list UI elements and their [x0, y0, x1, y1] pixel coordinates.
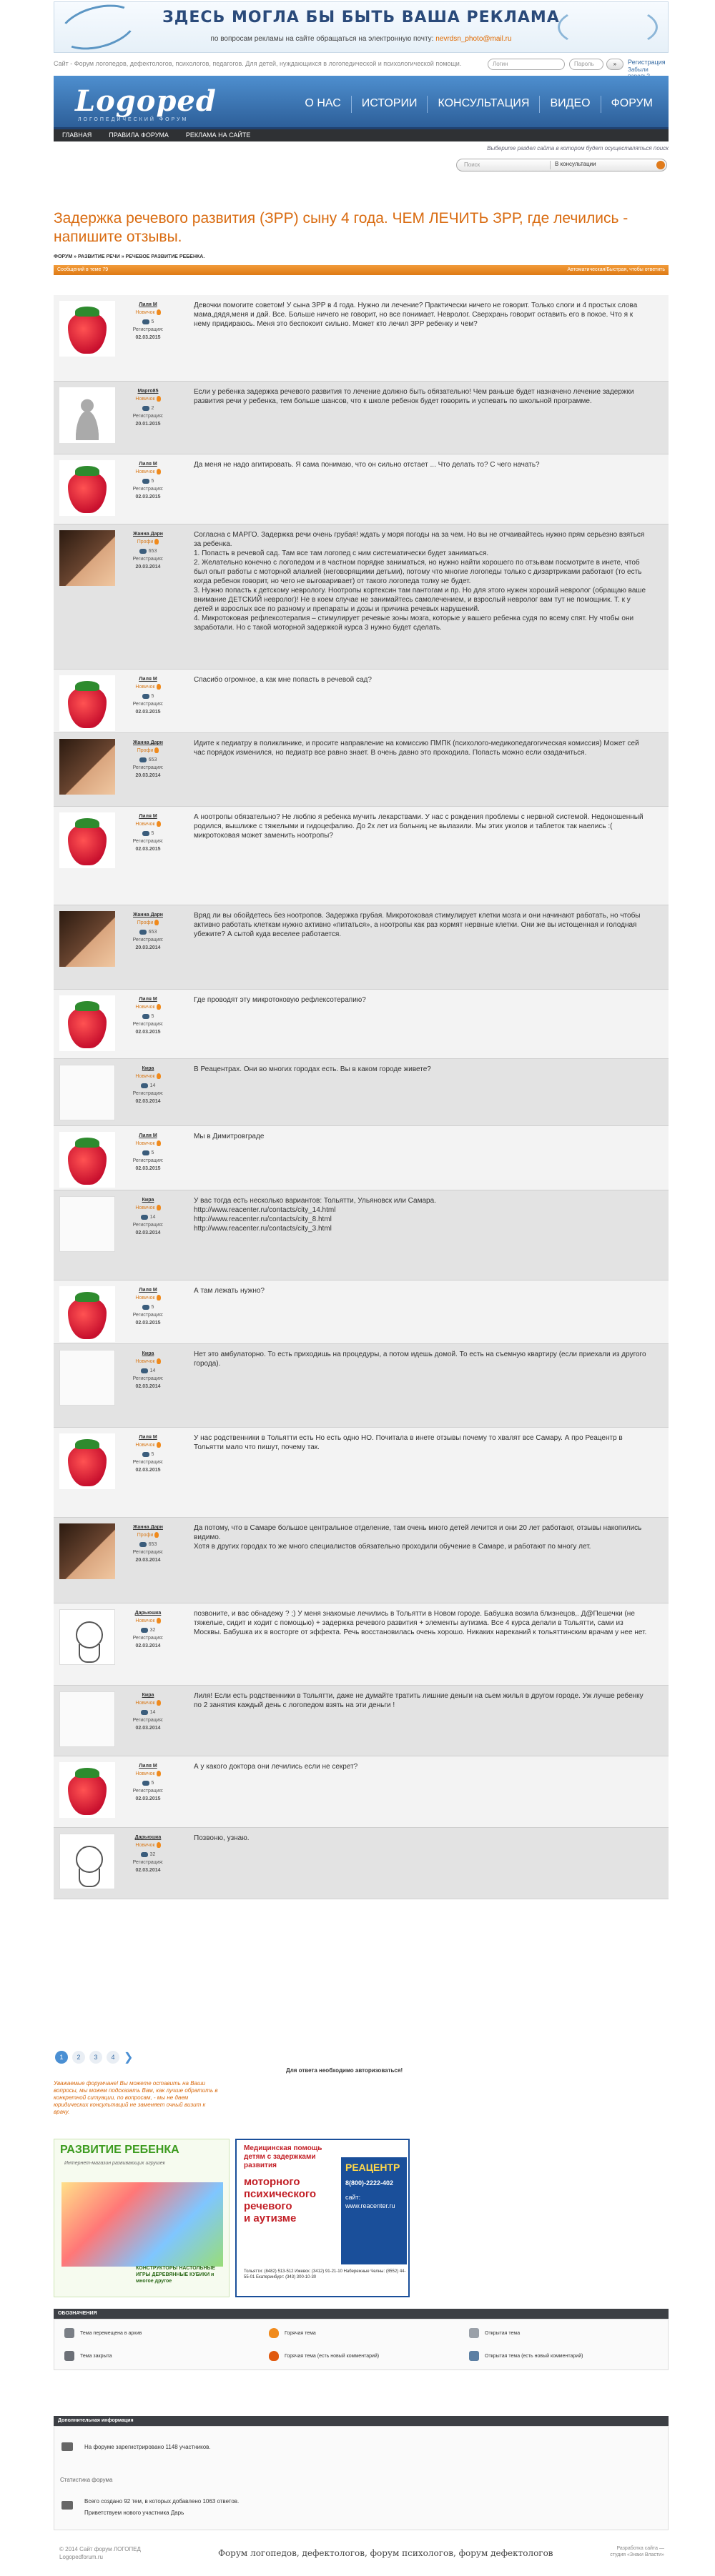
search-go-icon[interactable]: [656, 161, 665, 169]
page-title: Задержка речевого развития (ЗРР) сыну 4 года. ЧЕМ ЛЕЧИТЬ ЗРР, где лечились - напишите отзывы.: [54, 210, 628, 245]
user-rank: Новичок: [119, 309, 177, 317]
legend-item: Горячая тема: [269, 2328, 316, 2338]
user-rank: Профи: [119, 1531, 177, 1539]
message-bubble-icon: [139, 549, 147, 554]
forum-post: [54, 1280, 669, 1344]
user-avatar[interactable]: [59, 1196, 115, 1252]
rank-flame-icon: [157, 1140, 161, 1146]
developer-credit[interactable]: Разработка сайта — студия «Знаки Власти»: [610, 2546, 664, 2557]
toys-image: [61, 2182, 223, 2267]
registration-date: 02.03.2015: [135, 1166, 161, 1171]
username-link[interactable]: Лиля М: [139, 1133, 157, 1138]
rank-flame-icon: [154, 920, 159, 925]
message-bubble-icon: [142, 1305, 149, 1310]
forum-post: [54, 1603, 669, 1686]
user-avatar[interactable]: [59, 1065, 115, 1120]
ad-toys-subtitle: Интернет-магазин развивающих игрушек: [64, 2161, 165, 2166]
post-text: позвоните, и вас обнадежу ? ;) У меня знакомые лечились в Тольятти в Новом городе. Бабушка возила близнецов,. Д@Пешечки (не тяжелые, сидит и ходит с помощью) + задержка речевого развития + элементы аутизма. Все 4 курса делали в Тольятти, сами из Москвы. Бабушка их в восторге от эффекта. Речь восстановилась очень хорошо. Никаких нареканий к тольяттинским врачам у нее нет.: [194, 1610, 647, 1636]
user-avatar[interactable]: [59, 301, 115, 357]
registration-date: 02.03.2014: [135, 1868, 161, 1873]
forum-stats: [54, 2426, 669, 2530]
post-author-info: [119, 1196, 177, 1237]
post-author-info: [119, 1286, 177, 1327]
message-bubble-icon: [141, 1628, 148, 1633]
chat-icon: [469, 2328, 479, 2338]
username-link[interactable]: Жанна Дарн: [133, 912, 163, 917]
nav-stories[interactable]: ИСТОРИИ: [361, 97, 418, 109]
subnav-rules[interactable]: ПРАВИЛА ФОРУМА: [109, 131, 169, 139]
post-author-info: [119, 1609, 177, 1650]
post-text: Девочки помогите советом! У сына ЗРР в 4 года. Нужно ли лечение? Практически ничего не говорит. Только слоги и 4 простых слова мама,дядя,меня и дай. Все. Больше ничего не говорит, но все понимает. Невролог. Сверхрань говорит оставить его в покое. Что я к нему придираюсь. Меня это беспокоит сильно. Может кто лечил ЗРР ребенку и чем?: [194, 302, 638, 328]
rank-flame-icon: [157, 1004, 161, 1010]
nav-consultation[interactable]: КОНСУЛЬТАЦИЯ: [438, 97, 530, 109]
message-count: 32: [141, 1851, 156, 1859]
user-avatar[interactable]: [59, 1286, 115, 1342]
user-avatar[interactable]: [59, 1762, 115, 1818]
username-link[interactable]: Лиля М: [139, 462, 157, 467]
username-link[interactable]: Кира: [142, 1351, 154, 1356]
message-count: 5: [142, 692, 154, 700]
site-header: [54, 76, 669, 129]
post-author-info: [119, 1065, 177, 1105]
rank-flame-icon: [154, 747, 159, 753]
registration-date: 20.03.2014: [135, 565, 161, 570]
registration-date: 02.03.2015: [135, 847, 161, 852]
user-avatar[interactable]: [59, 1433, 115, 1489]
post-text: Позвоню, узнаю.: [194, 1834, 250, 1842]
registration-label: Регистрация:: [132, 1091, 164, 1096]
message-count: 32: [141, 1626, 156, 1634]
nav-video[interactable]: ВИДЕО: [550, 97, 591, 109]
forum-post: [54, 1344, 669, 1428]
forum-post: [54, 807, 669, 905]
reacenter-site: сайт: www.reacenter.ru: [345, 2194, 395, 2209]
username-link[interactable]: Лиля М: [139, 997, 157, 1002]
registration-label: Регистрация:: [132, 1860, 164, 1865]
message-count: 653: [139, 547, 157, 555]
user-avatar[interactable]: [59, 1834, 115, 1889]
registration-label: Регистрация:: [132, 1636, 164, 1641]
stats-title: Дополнительная информация: [54, 2416, 669, 2426]
forum-post: [54, 524, 669, 670]
registration-date: 02.03.2014: [135, 1099, 161, 1104]
username-link[interactable]: Лиля М: [139, 677, 157, 682]
rank-flame-icon: [157, 396, 161, 402]
forum-post: [54, 990, 669, 1059]
username-link[interactable]: Жанна Дарн: [133, 740, 163, 745]
registration-label: Регистрация:: [132, 1376, 164, 1381]
registration-date: 20.03.2014: [135, 1558, 161, 1563]
user-rank: Новичок: [119, 1003, 177, 1011]
forum-post: [54, 1059, 669, 1126]
user-rank: Новичок: [119, 820, 177, 828]
message-count: 5: [142, 1149, 154, 1157]
forum-post: [54, 733, 669, 807]
post-author-info: [119, 1433, 177, 1474]
breadcrumb[interactable]: ФОРУМ » РАЗВИТИЕ РЕЧИ » РЕЧЕВОЕ РАЗВИТИЕ РЕБЕНКА.: [54, 254, 205, 259]
user-rank: Профи: [119, 919, 177, 927]
user-rank: Новичок: [119, 395, 177, 403]
legend: [54, 2319, 669, 2370]
username-link[interactable]: Кира: [142, 1693, 154, 1698]
reacenter-logo: РЕАЦЕНТР: [345, 2162, 400, 2173]
message-count: 5: [142, 1451, 154, 1458]
user-avatar[interactable]: [59, 1523, 115, 1579]
registration-date: 02.03.2014: [135, 1726, 161, 1731]
legend-item: Тема закрыта: [64, 2351, 112, 2361]
post-text: Где проводят эту микротоковую рефлексотерапию?: [194, 996, 366, 1004]
chat-new-icon: [469, 2351, 479, 2361]
user-rank: Новичок: [119, 1441, 177, 1449]
quick-reply-link[interactable]: Автоматическая/Быстрая, чтобы ответить: [567, 267, 665, 272]
post-author-info: [119, 1523, 177, 1564]
post-author-info: [119, 387, 177, 428]
nav-about[interactable]: О НАС: [305, 97, 341, 109]
registration-label: Регистрация:: [132, 327, 164, 332]
subnav-home[interactable]: ГЛАВНАЯ: [62, 131, 92, 139]
username-link[interactable]: Жанна Дарн: [133, 1525, 163, 1530]
registration-label: Регистрация:: [132, 1789, 164, 1794]
message-count: 14: [141, 1709, 156, 1716]
login-input[interactable]: Логин: [488, 59, 565, 70]
registration-label: Регистрация:: [132, 1158, 164, 1163]
registration-date: 02.03.2015: [135, 494, 161, 499]
username-link[interactable]: Лиля М: [139, 1435, 157, 1440]
forum-post: [54, 670, 669, 733]
forum-post: [54, 1756, 669, 1828]
message-bubble-icon: [142, 406, 149, 411]
rank-flame-icon: [157, 684, 161, 690]
ad-reacenter-list: моторного психического речевого и аутизме: [244, 2176, 317, 2224]
user-avatar[interactable]: [59, 530, 115, 586]
user-rank: Новичок: [119, 1770, 177, 1778]
forum-post: [54, 382, 669, 454]
username-link[interactable]: Кира: [142, 1198, 154, 1203]
ad-reacenter-contacts: Тольятти: (8482) 513-512 Ижевск: (3412) 91-21-10 Набережные Челны: (8552) 44-55-01 Екатеринбург: (343) 300-10-30: [244, 2269, 406, 2279]
pagination: [55, 2050, 133, 2064]
post-author-info: [119, 301, 177, 342]
legend-item: Открытая тема: [469, 2328, 520, 2338]
password-input[interactable]: Пароль: [569, 59, 603, 70]
forum-post: [54, 454, 669, 524]
legend-item: Открытая тема (есть новый комментарий): [469, 2351, 583, 2361]
ad-reacenter-title: Медицинская помощь детям с задержками развития: [244, 2144, 322, 2169]
user-rank: Новичок: [119, 1358, 177, 1366]
fire-new-icon: [269, 2351, 279, 2361]
message-bubble-icon: [142, 479, 149, 484]
message-bubble-icon: [142, 1781, 149, 1786]
message-count: 5: [142, 1303, 154, 1311]
legend-item: Тема перемещена в архив: [64, 2328, 142, 2338]
post-author-info: [119, 460, 177, 501]
message-bubble-icon: [142, 1150, 149, 1155]
registration-date: 02.03.2015: [135, 1321, 161, 1326]
post-text: А там лежать нужно?: [194, 1287, 265, 1295]
banner-title: ЗДЕСЬ МОГЛА БЫ БЫТЬ ВАША РЕКЛАМА: [162, 9, 560, 26]
registration-label: Регистрация:: [132, 938, 164, 943]
user-rank: Новичок: [119, 683, 177, 691]
forum-post: [54, 1428, 669, 1518]
search-hint: Выберите раздел сайта в котором будет осуществляться поиск: [487, 145, 669, 151]
user-avatar[interactable]: [59, 1350, 115, 1406]
rank-flame-icon: [157, 1842, 161, 1848]
username-link[interactable]: Кира: [142, 1066, 154, 1071]
registration-date: 20.03.2014: [135, 773, 161, 778]
post-author-info: [119, 1350, 177, 1391]
post-text: В Реацентрах. Они во многих городах есть. Вы в каком городе живете?: [194, 1065, 431, 1073]
footer-links[interactable]: Форум логопедов, дефектологов, форум психологов, форум дефектологов: [218, 2548, 553, 2558]
user-avatar[interactable]: [59, 1609, 115, 1665]
post-text: Нет это амбулаторно. То есть приходишь на процедуры, а потом идешь домой. То есть на съемную квартиру (если приехали из другого города).: [194, 1351, 646, 1368]
forum-post: [54, 1126, 669, 1190]
lock-icon: [64, 2351, 74, 2361]
page-4[interactable]: 4: [107, 2051, 119, 2064]
subnav-ads[interactable]: РЕКЛАМА НА САЙТЕ: [185, 131, 251, 139]
forum-post: [54, 1190, 669, 1280]
post-text: Если у ребенка задержка речевого развития то лечение должно быть обязательно! Чем раньше будет назначено лечение задержки развития речи у ребенка, тем больше шансов, что к школе ребенок будет говорить и успевать по школьной программе.: [194, 388, 634, 405]
rank-flame-icon: [157, 1442, 161, 1448]
forum-post: [54, 295, 669, 382]
page-3[interactable]: 3: [89, 2051, 102, 2064]
forgot-password-link[interactable]: Забыли: [628, 66, 649, 73]
rank-flame-icon: [157, 1700, 161, 1706]
message-bubble-icon: [139, 930, 147, 935]
rank-flame-icon: [157, 1295, 161, 1301]
post-text: Лиля! Если есть родственники в Тольятти, даже не думайте тратить лишние деньги на сьем жилья в другом городе. Уж лучше ребенку по 2 занятия каждый день с логопедом взять на эти деньги !: [194, 1692, 644, 1709]
search-bar: [456, 159, 667, 171]
user-rank: Новичок: [119, 468, 177, 476]
username-link[interactable]: Жанна Дарн: [133, 532, 163, 537]
user-avatar[interactable]: [59, 812, 115, 868]
message-count: 5: [142, 1779, 154, 1787]
forum-post: [54, 1828, 669, 1899]
message-bubble-icon: [141, 1083, 148, 1088]
message-count: 653: [139, 1541, 157, 1548]
rank-flame-icon: [154, 539, 159, 544]
ad-toys-text: КОНСТРУКТОРЫ НАСТОЛЬНЫЕ ИГРЫ ДЕРЕВЯННЫЕ КУБИКИ и многое другое: [136, 2266, 216, 2284]
user-avatar[interactable]: [59, 911, 115, 967]
username-link[interactable]: Лиля М: [139, 814, 157, 819]
forum-post: [54, 1686, 669, 1756]
registration-label: Регистрация:: [132, 765, 164, 770]
registration-label: Регистрация:: [132, 702, 164, 707]
rank-flame-icon: [157, 1618, 161, 1623]
user-avatar[interactable]: [59, 739, 115, 795]
message-count: 653: [139, 928, 157, 936]
message-bubble-icon: [142, 1452, 149, 1457]
banner-subtitle: по вопросам рекламы на сайте обращаться на электронную почту: nevrdsn_photo@mail.ru: [210, 35, 512, 43]
rank-flame-icon: [157, 1358, 161, 1364]
registration-label: Регистрация:: [132, 839, 164, 844]
user-rank: Новичок: [119, 1073, 177, 1080]
registration-label: Регистрация:: [132, 1550, 164, 1555]
ad-toys[interactable]: [54, 2139, 230, 2297]
banner-email[interactable]: nevrdsn_photo@mail.ru: [435, 35, 512, 43]
register-link[interactable]: Регистрация: [628, 59, 666, 66]
username-link[interactable]: Дарьюшка: [134, 1611, 162, 1616]
registration-label: Регистрация:: [132, 1223, 164, 1228]
user-rank: Профи: [119, 747, 177, 755]
sub-nav: [54, 129, 669, 141]
user-rank: Новичок: [119, 1617, 177, 1625]
post-text: Да потому, что в Самаре большое центральное отделение, там очень много детей лечится и они 20 лет работают, отзывы накопились видимо. Хотя в других городах то же много специалистов обязательно проходили обучение в Самаре, и работают по многу лет.: [194, 1524, 642, 1551]
main-nav: [295, 96, 663, 113]
message-bubble-icon: [141, 1710, 148, 1715]
ad-reacenter[interactable]: [235, 2139, 410, 2297]
post-text: У вас тогда есть несколько вариантов: Тольятти, Ульяновск или Самара. http://www.reacenter.ru/contacts/city_14.html http://www.reacenter.ru/contacts/city_8.html http://www.reacenter.ru/contacts/city_3.html: [194, 1197, 436, 1233]
post-author-info: [119, 1132, 177, 1173]
user-avatar[interactable]: [59, 675, 115, 731]
registered-count: На форуме зарегистрировано 1148 участников.: [84, 2444, 211, 2450]
registration-date: 02.03.2015: [135, 1796, 161, 1801]
message-count: 14: [141, 1213, 156, 1221]
rank-flame-icon: [157, 1073, 161, 1079]
search-input[interactable]: Поиск: [464, 161, 480, 168]
user-avatar[interactable]: [59, 460, 115, 516]
message-count: 5: [142, 318, 154, 326]
registration-label: Регистрация:: [132, 1460, 164, 1465]
post-author-info: [119, 530, 177, 571]
message-bubble-icon: [142, 694, 149, 699]
message-count: 5: [142, 477, 154, 485]
footer: [54, 2544, 669, 2572]
ad-reacenter-box: [341, 2157, 407, 2264]
registration-date: 20.03.2014: [135, 945, 161, 950]
registration-date: 02.03.2015: [135, 710, 161, 715]
archive-icon: [64, 2328, 74, 2338]
user-rank: Новичок: [119, 1699, 177, 1707]
forum-notice: Уважаемые форумчане! Вы можете оставить на Ваши вопросы, мы можем подсказать Вам, как лучше обратить в конкретной ситуации, по вопросам, - мы не даем юридических консультаций не заменяет очный визит к врачу.: [54, 2080, 218, 2115]
legend-item: Горячая тема (есть новый комментарий): [269, 2351, 379, 2361]
post-text: Мы в Димитровграде: [194, 1133, 265, 1140]
site-description: Сайт - Форум логопедов, дефектологов, психологов, педагогов. Для детей, нуждающихся в логопедической и психологической помощи.: [54, 60, 462, 67]
logo-tagline: ЛОГОПЕДИЧЕСКИЙ ФОРУМ: [78, 117, 189, 122]
post-text: Спасибо огромное, а как мне попасть в речевой сад?: [194, 676, 372, 684]
registration-date: 02.03.2015: [135, 1030, 161, 1035]
registration-date: 02.03.2015: [135, 1468, 161, 1473]
post-text: Вряд ли вы обойдетесь без ноотропов. Задержка грубая. Микротоковая стимулирует клетки мозга и они начинают работать, но чтобы активно работать клеткам нужно активно «питаться», а ноотропы как раз кормят нервные клетки. Они же вы истощенная и голодная убежите? А сытой куда веселее работается.: [194, 912, 641, 938]
post-text: Да меня не надо агитировать. Я сама понимаю, что он сильно отстает ... Что делать то? С чего начать?: [194, 461, 540, 469]
username-link[interactable]: Лиля М: [139, 1288, 157, 1293]
registration-label: Регистрация:: [132, 557, 164, 562]
registration-label: Регистрация:: [132, 414, 164, 419]
message-bubble-icon: [141, 1852, 148, 1857]
post-author-info: [119, 1691, 177, 1732]
post-author-info: [119, 739, 177, 780]
post-author-info: [119, 1834, 177, 1874]
user-rank: Новичок: [119, 1294, 177, 1302]
fire-icon: [269, 2328, 279, 2338]
post-text: Идите к педиатру в поликлинике, и просите направление на комиссию ПМПК (психолого-медикопедагогическая комиссия) Может сей час порядок изменился, но педиатр все равно знает. В очень давно это проходила. Попасть можно если озадачиться.: [194, 740, 639, 757]
message-bubble-icon: [139, 1542, 147, 1547]
legend-title: ОБОЗНАЧЕНИЯ: [54, 2309, 669, 2319]
auth-required-notice: Для ответа необходимо авторизоваться!: [286, 2067, 403, 2074]
rank-flame-icon: [157, 1205, 161, 1210]
post-text: У нас родственники в Тольятти есть Но есть одно НО. Почитала в инете отзывы почему то хвалят все Самару. А про Реацентр в Тольятти мало что пишут, почему так.: [194, 1434, 623, 1451]
message-bubble-icon: [142, 831, 149, 836]
thread-header-bar: [54, 265, 669, 275]
message-count: 5: [142, 830, 154, 837]
ad-toys-title: РАЗВИТИЕ РЕБЕНКА: [60, 2144, 179, 2156]
user-rank: Новичок: [119, 1204, 177, 1212]
registration-label: Регистрация:: [132, 1313, 164, 1318]
topics-count: Всего создано 92 тем, в которых добавлено 1063 ответов.: [84, 2498, 240, 2505]
user-rank: Новичок: [119, 1140, 177, 1148]
registration-date: 02.03.2014: [135, 1230, 161, 1235]
nav-forum[interactable]: ФОРУМ: [611, 97, 653, 109]
search-scope-select[interactable]: В консультации: [550, 161, 643, 169]
post-text: Согласна с МАРГО. Задержка речи очень грубая! ждать у моря погоды на за чем. Но вы не отчаивайтесь нужно прям серьезно взяться за ребенка. 1. Попасть в речевой сад. Там все там логопед с ним систематически будет заниматься. 2. Желательно конечно с логопедом и в частном порядке заниматься, но нужно найти хорошего по отзывам посмотрите в инете, чтоб был опыт работы с моторной алалией (неговорящими детьми), потому что многие логопеды только с дизартриками работают (то есть когда ребенок говорит, но чего не выговаривает) от такого логопеда толку не будет. 3. Нужно попасть к детскому неврологу. Ноотропы кортексин там пантогам и пр. Но для этого нужен хороший невролог (обращаю ваше внимание ДЕТСКИЙ невролог)! Не в коем случае не занимайтесь самолечением, и взрослый невролог вам тут не помощник. Т. к у детей и взрослых все по разному и препараты и дозы и причина речевых нарушений. 4. Микротоковая рефлексотерапия – стимулирует речевые зоны мозга, которые у вашего ребенка судя по всему спят. Ну чтобы они заработали. Но с такой моторной задержкой курса 3 нужно будет сделать.: [194, 531, 646, 632]
username-link[interactable]: Дарьюшка: [134, 1835, 162, 1840]
post-text: А у какого доктора они лечились если не секрет?: [194, 1763, 358, 1771]
registration-label: Регистрация:: [132, 1022, 164, 1027]
message-count: 653: [139, 756, 157, 764]
rank-flame-icon: [157, 1771, 161, 1776]
user-avatar[interactable]: [59, 995, 115, 1051]
post-author-info: [119, 911, 177, 952]
message-count: 5: [142, 1013, 154, 1020]
message-count: 14: [141, 1367, 156, 1375]
rank-flame-icon: [157, 821, 161, 827]
post-author-info: [119, 995, 177, 1036]
registration-date: 20.01.2015: [135, 422, 161, 427]
user-avatar[interactable]: [59, 1691, 115, 1747]
message-bubble-icon: [142, 1014, 149, 1019]
user-avatar[interactable]: [59, 1132, 115, 1188]
message-bubble-icon: [141, 1215, 148, 1220]
user-rank: Профи: [119, 538, 177, 546]
registration-date: 02.03.2015: [135, 335, 161, 340]
login-go-button[interactable]: »: [606, 59, 623, 70]
login-form: [488, 59, 669, 73]
username-link[interactable]: Лиля М: [139, 302, 157, 307]
registration-date: 02.03.2014: [135, 1643, 161, 1648]
rank-flame-icon: [157, 469, 161, 474]
username-link[interactable]: Марго85: [137, 389, 159, 394]
reacenter-phone: 8(800)-2222-402: [345, 2179, 394, 2187]
post-count-label: Сообщений в теме 79: [57, 267, 109, 272]
message-bubble-icon: [142, 319, 149, 324]
message-count: 14: [141, 1082, 156, 1090]
next-page-icon[interactable]: ❯: [124, 2052, 134, 2064]
stats-subtitle: Статистика форума: [60, 2477, 113, 2483]
user-avatar[interactable]: [59, 387, 115, 443]
page-2[interactable]: 2: [72, 2051, 85, 2064]
copyright: © 2014 Сайт форум ЛОГОПЕД Logopedforum.ru: [59, 2546, 141, 2560]
page-1[interactable]: 1: [55, 2051, 68, 2064]
forum-post: [54, 905, 669, 990]
registration-label: Регистрация:: [132, 1718, 164, 1723]
rank-flame-icon: [154, 1532, 159, 1538]
message-bubble-icon: [141, 1368, 148, 1373]
post-author-info: [119, 812, 177, 853]
message-count: 2: [142, 404, 154, 412]
registration-date: 02.03.2014: [135, 1384, 161, 1389]
post-author-info: [119, 675, 177, 716]
rank-flame-icon: [157, 309, 161, 315]
forum-post: [54, 1518, 669, 1603]
message-bubble-icon: [139, 757, 147, 762]
newest-member: Приветствуем нового участника Дарь: [84, 2510, 184, 2516]
user-rank: Новичок: [119, 1841, 177, 1849]
post-text: А ноотропы обязательно? Не люблю я ребенка мучить лекарствами. У нас с рождения проблемы с нервной системой. Недоношенный родился, вышлиже с тяжелыми и гидоцефалию. До 2х лет из больниц не вылазили. Мы этих уколов и таблеток так наелись :( микротоковая может заменить ноотропы?: [194, 813, 644, 840]
username-link[interactable]: Лиля М: [139, 1764, 157, 1769]
ad-banner[interactable]: [54, 1, 669, 53]
post-author-info: [119, 1762, 177, 1803]
registration-label: Регистрация:: [132, 487, 164, 492]
site-logo[interactable]: Logoped: [75, 84, 217, 118]
